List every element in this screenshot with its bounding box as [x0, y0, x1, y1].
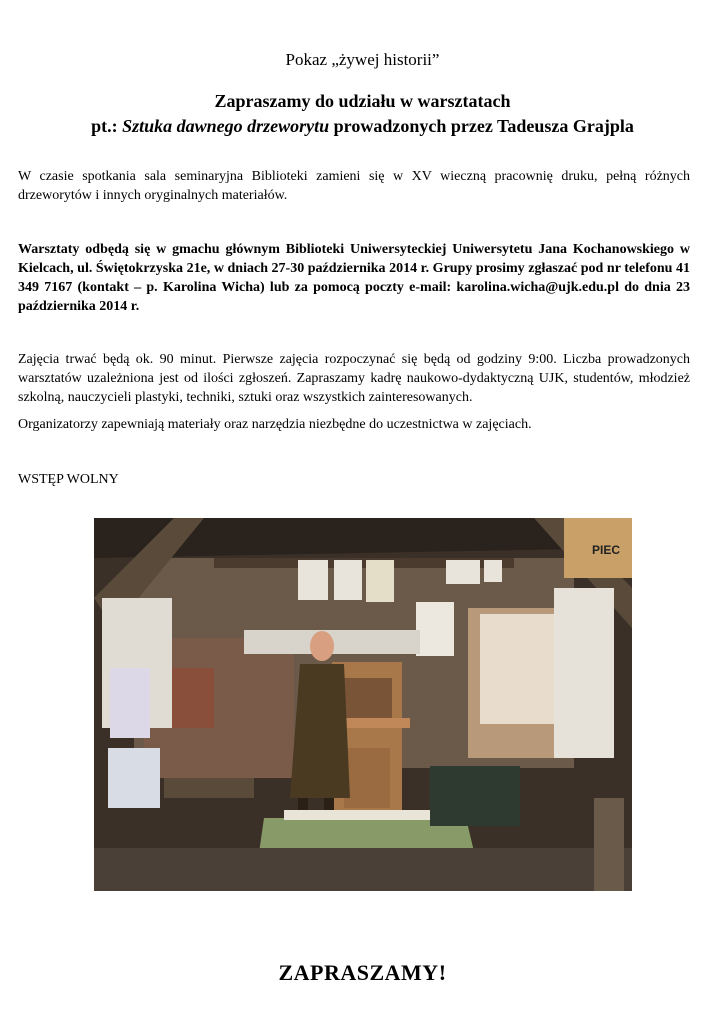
schedule-paragraph: Zajęcia trwać będą ok. 90 minut. Pierwsze zajęcia rozpoczynać się będą od godziny 9:00. Liczba prowadzonych warsztatów uzależniona jest od ilości zgłoszeń. Zapraszamy kadrę naukowo-dydaktyczną UJK, studentów, młodzież szkolną, nauczycieli plastyki, techniki, sztuki oraz wszystkich zainteresowanych. — [18, 352, 690, 405]
title-suffix: prowadzonych przez Tadeusza Grajpla — [329, 116, 634, 136]
show-title: Pokaz „żywej historii” — [285, 50, 440, 69]
details-paragraph: Warsztaty odbędą się w gmachu głównym Biblioteki Uniwersyteckiej Uniwersytetu Jana Kochanowskiego w Kielcach, ul. Świętokrzyska 21e, w dniach 27-30 października 2014 r. Grupy prosimy zgłaszać pod nr telefonu 41 349 7167 (kontakt – p. Karolina Wicha) lub za pomocą poczty e-mail: karolina.wicha@ujk.edu.pl do dnia 23 października 2014 r. — [18, 242, 690, 314]
invite-line: Zapraszamy do udziału w warsztatach — [214, 91, 511, 111]
sign-fragment: PIEC — [592, 543, 621, 557]
materials-paragraph: Organizatorzy zapewniają materiały oraz narzędzia niezbędne do uczestnictwa w zajęciach. — [18, 417, 532, 432]
workshop-photo — [94, 518, 632, 891]
admission-note: WSTĘP WOLNY — [18, 472, 119, 487]
intro-paragraph: W czasie spotkania sala seminaryjna Biblioteki zamieni się w XV wieczną pracownię druku, pełną różnych drzeworytów i innych oryginalnych materiałów. — [18, 169, 690, 203]
workshop-heading — [0, 89, 725, 139]
workshop-title — [0, 114, 725, 139]
title-italic: Sztuka dawnego drzeworytu — [122, 116, 330, 136]
title-prefix: pt.: — [91, 116, 123, 136]
closing-invitation: ZAPRASZAMY! — [278, 960, 447, 985]
